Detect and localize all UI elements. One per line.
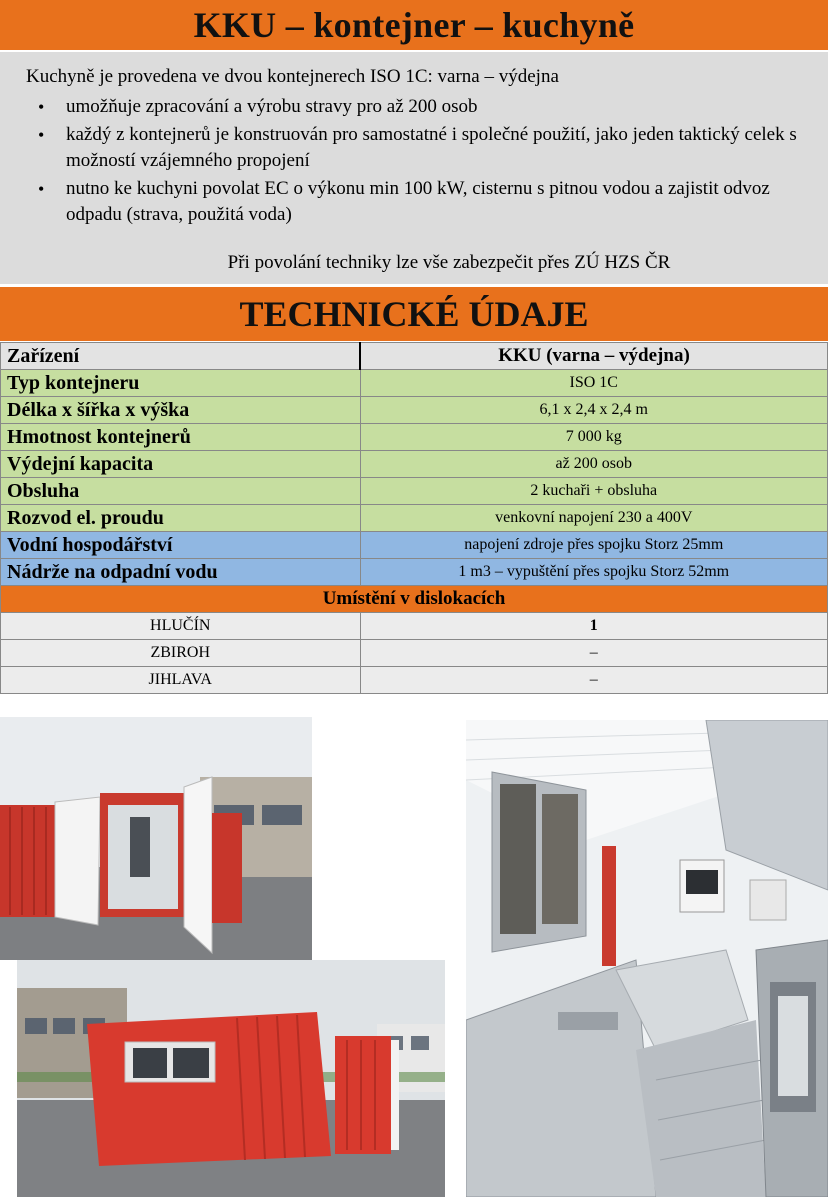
location-header: Umístění v dislokacích [1,586,828,613]
row-value: 1 m3 – vypuštění přes spojku Storz 52mm [360,559,828,586]
location-row [1,613,828,640]
location-header-row [1,586,828,613]
location-place: ZBIROH [1,640,361,667]
bullet-list [36,94,816,230]
row-value: 6,1 x 2,4 x 2,4 m [360,397,828,424]
title-bar [0,0,828,50]
row-label: Nádrže na odpadní vodu [1,559,361,586]
row-label: Výdejní kapacita [1,451,361,478]
header-cell-device: Zařízení [1,343,361,370]
row-label: Hmotnost kontejnerů [1,424,361,451]
table-row [1,424,828,451]
row-value: až 200 osob [360,451,828,478]
table-row [1,532,828,559]
bullet-icon: • [38,125,45,145]
row-value: napojení zdroje přes spojku Storz 25mm [360,532,828,559]
row-label: Rozvod el. proudu [1,505,361,532]
photo-container-exterior [17,960,445,1197]
location-count: – [360,667,828,694]
bullet-icon: • [38,97,45,117]
tech-title-bar [0,287,828,341]
photo-container-exterior-image [17,960,445,1197]
intro-note: Při povolání techniky lze vše zabezpečit přes ZÚ HZS ČR [227,252,671,273]
table-row [1,370,828,397]
page-title: KKU – kontejner – kuchyně [193,5,635,45]
location-row [1,667,828,694]
header-cell-model: KKU (varna – výdejna) [360,343,828,370]
row-value: venkovní napojení 230 a 400V [360,505,828,532]
row-label: Obsluha [1,478,361,505]
location-row [1,640,828,667]
photo-container-open-doors-image [0,717,312,960]
row-value: 7 000 kg [360,424,828,451]
photo-kitchen-interior-image [466,720,828,1197]
row-value: 2 kuchaři + obsluha [360,478,828,505]
bullet-item: • každý z kontejnerů je konstruován pro samostatné i společné použití, jako jeden taktický celek s možností vzájemného propojení [38,124,797,171]
bullet-item: • nutno ke kuchyni povolat EC o výkonu min 100 kW, cisternu s pitnou vodou a zajistit odvoz odpadu (strava, použitá voda) [38,178,770,225]
location-place: JIHLAVA [1,667,361,694]
photo-container-open-doors [0,717,312,960]
bullet-item: • umožňuje zpracování a výrobu stravy pro až 200 osob [36,94,816,120]
table-row [1,505,828,532]
spec-table [0,342,828,694]
bullet-icon: • [38,179,45,199]
tech-title: TECHNICKÉ ÚDAJE [239,294,589,334]
row-value: ISO 1C [360,370,828,397]
row-label: Typ kontejneru [1,370,361,397]
location-count: 1 [360,613,828,640]
location-place: HLUČÍN [1,613,361,640]
intro-section [0,52,828,284]
table-row [1,397,828,424]
table-row [1,559,828,586]
table-row [1,478,828,505]
row-label: Vodní hospodářství [1,532,361,559]
table-row [1,451,828,478]
photo-kitchen-interior [466,720,828,1197]
location-count: – [360,640,828,667]
table-header-row [1,343,828,370]
intro-lead: Kuchyně je provedena ve dvou kontejnerech ISO 1C: varna – výdejna [26,66,559,87]
row-label: Délka x šířka x výška [1,397,361,424]
